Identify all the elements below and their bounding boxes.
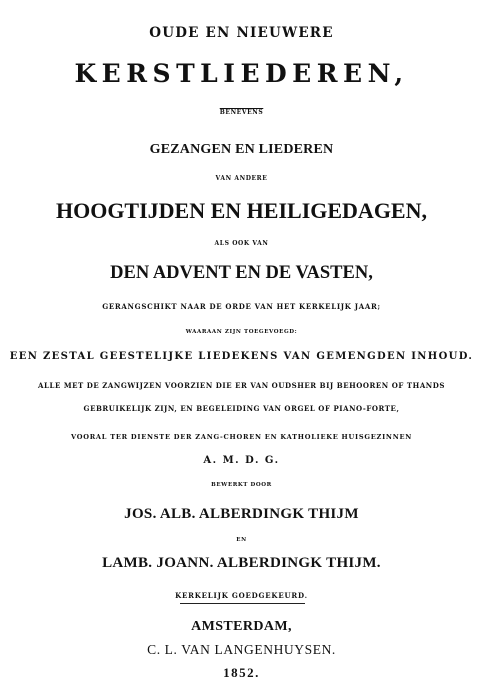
title-line-den-advent: DEN ADVENT EN DE VASTEN, — [110, 263, 373, 283]
title-line-waaraan: WAARAAN ZIJN TOEGEVOEGD: — [185, 329, 298, 335]
title-line-kerstliederen: KERSTLIEDEREN, — [74, 59, 409, 88]
title-line-kerkelijk-goedgekeurd: KERKELIJK GOEDGEKEURD. — [175, 591, 308, 600]
title-line-vooral: VOORAL TER DIENSTE DER ZANG-CHOREN EN KATHOLIEKE HUISGEZINNEN — [70, 433, 413, 441]
title-line-lamb-joann: LAMB. JOANN. ALBERDINGK THIJM. — [102, 555, 381, 571]
title-line-jos-alb: JOS. ALB. ALBERDINGK THIJM — [124, 506, 359, 522]
approval-rule — [180, 603, 305, 604]
title-line-oude-en-nieuwere: OUDE EN NIEUWERE — [149, 25, 334, 41]
title-line-bewerkt-door: BEWERKT DOOR — [211, 482, 272, 488]
title-line-year: 1852. — [223, 665, 260, 680]
title-line-benevens: BENEVENS — [219, 109, 264, 116]
title-line-hoogtijden: HOOGTIJDEN EN HEILIGEDAGEN, — [55, 198, 427, 223]
title-line-publisher: C. L. VAN LANGENHUYSEN. — [147, 642, 336, 657]
title-line-gerangschikt: GERANGSCHIKT NAAR DE ORDE VAN HET KERKELIJK JAAR; — [102, 302, 381, 311]
title-line-en: EN — [236, 537, 247, 543]
title-line-van-andere: VAN ANDERE — [215, 175, 268, 182]
title-line-een-zestal: EEN ZESTAL GEESTELIJKE LIEDEKENS VAN GEMENGDEN INHOUD. — [9, 351, 474, 362]
title-line-alle-met: ALLE MET DE ZANGWIJZEN VOORZIEN DIE ER VAN OUDSHER BIJ BEHOOREN OF THANDS — [38, 381, 445, 390]
title-line-amdg: A. M. D. G. — [203, 455, 280, 466]
title-line-als-ook-van: ALS OOK VAN — [214, 240, 269, 247]
title-line-gezangen: GEZANGEN EN LIEDEREN — [149, 142, 334, 157]
title-line-gebruikelijk: GEBRUIKELIJK ZIJN, EN BEGELEIDING VAN ORGEL OF PIANO-FORTE, — [83, 404, 400, 413]
title-line-amsterdam: AMSTERDAM, — [191, 619, 292, 634]
